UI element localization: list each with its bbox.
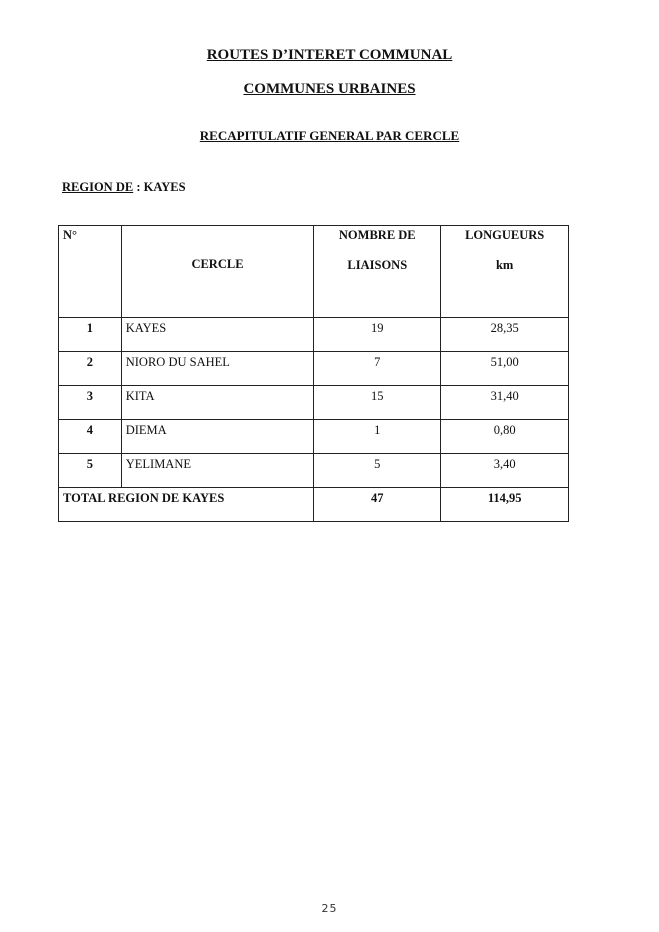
cell-cercle: DIEMA: [121, 420, 314, 454]
cell-liaisons: 15: [314, 386, 441, 420]
table-header-row: [59, 226, 569, 318]
cell-liaisons: 5: [314, 454, 441, 488]
cell-no: 4: [59, 420, 122, 454]
cell-longueur: 51,00: [441, 352, 569, 386]
header-no: N°: [59, 226, 122, 318]
header-longueurs: [441, 226, 569, 318]
table-total-row: [59, 488, 569, 522]
document-subtitle: COMMUNES URBAINES: [243, 81, 416, 97]
section-heading: RECAPITULATIF GENERAL PAR CERCLE: [199, 128, 460, 143]
header-longueurs-line1: LONGUEURS: [465, 228, 545, 242]
total-label: TOTAL REGION DE KAYES: [59, 488, 314, 522]
cell-no: 3: [59, 386, 122, 420]
summary-table: [58, 225, 569, 522]
table-row: [59, 318, 569, 352]
cell-cercle: NIORO DU SAHEL: [121, 352, 314, 386]
cell-cercle: KITA: [121, 386, 314, 420]
cell-no: 2: [59, 352, 122, 386]
cell-longueur: 31,40: [441, 386, 569, 420]
header-liaisons-line1: NOMBRE DE: [338, 228, 416, 242]
region-label: REGION DE: [62, 180, 134, 194]
cell-cercle: YELIMANE: [121, 454, 314, 488]
cell-liaisons: 7: [314, 352, 441, 386]
cell-longueur: 3,40: [441, 454, 569, 488]
document-title: ROUTES D’INTERET COMMUNAL: [206, 47, 453, 63]
header-liaisons-line2: LIAISONS: [347, 258, 408, 272]
cell-cercle: KAYES: [121, 318, 314, 352]
region-separator: :: [133, 180, 144, 194]
table-row: [59, 454, 569, 488]
header-longueurs-line2: km: [495, 258, 514, 272]
header-cercle: CERCLE: [121, 226, 314, 318]
region-line: [62, 180, 186, 195]
cell-liaisons: 19: [314, 318, 441, 352]
total-liaisons: 47: [314, 488, 441, 522]
table-row: [59, 352, 569, 386]
cell-longueur: 0,80: [441, 420, 569, 454]
page-number: 25: [321, 902, 338, 915]
region-value: KAYES: [143, 180, 186, 194]
cell-no: 1: [59, 318, 122, 352]
total-longueur: 114,95: [441, 488, 569, 522]
table-row: [59, 386, 569, 420]
table-row: [59, 420, 569, 454]
cell-longueur: 28,35: [441, 318, 569, 352]
cell-liaisons: 1: [314, 420, 441, 454]
cell-no: 5: [59, 454, 122, 488]
header-liaisons: [314, 226, 441, 318]
